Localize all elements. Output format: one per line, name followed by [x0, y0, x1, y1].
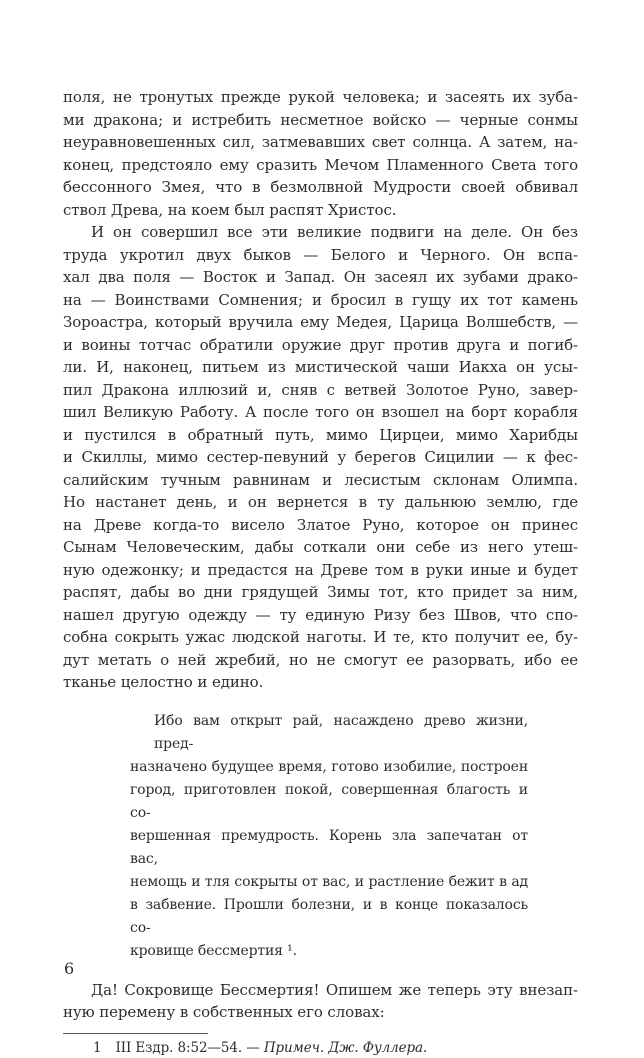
text-column — [63, 86, 578, 1058]
footnote — [63, 1039, 578, 1058]
text-line: на Древе когда-то висело Златое Руно, которое он принес — [63, 515, 578, 534]
text-line: немощь и тля сокрыты от вас, и растление бежит в ад — [130, 873, 528, 890]
text-line: Сынам Человеческим, дабы соткали они себе из него утеш- — [63, 538, 578, 556]
text-line: Да! Сокровище Бессмертия! Опишем же теперь эту внезап- — [91, 980, 578, 999]
text-line: распят, дабы во дни грядущей Зимы тот, кто придет за ним, — [63, 583, 578, 601]
text-line: ную перемену в собственных его словах: — [63, 1003, 385, 1021]
text-line: ную одежонку; и предастся на Древе том в руки иные и будет — [63, 560, 578, 579]
text-line: на — Воинствами Сомнения; и бросил в гущу их тот камень — [63, 290, 578, 309]
text-line: ствол Древа, на коем был распят Христос. — [63, 200, 397, 219]
paragraph-continuation — [63, 86, 578, 221]
text-line: и воины тотчас обратили оружие друг против друга и погиб- — [63, 335, 578, 354]
text-line: И он совершил все эти великие подвиги на деле. Он без — [91, 223, 578, 241]
text-line: собна сокрыть ужас людской наготы. И те, кто получит ее, бу- — [63, 628, 578, 646]
text-line: Зороастра, который вручила ему Медея, Царица Волшебств, — — [63, 313, 578, 331]
text-line: поля, не тронутых прежде рукой человека; и засеять их зуба- — [63, 88, 578, 106]
footnote-reference: III Ездр. 8:52—54. — — [115, 1039, 264, 1056]
text-line: неуравновешенных сил, затмевавших свет солнца. А затем, на- — [63, 133, 578, 151]
text-line: пил Дракона иллюзий и, сняв с ветвей Золотое Руно, завер- — [63, 380, 578, 399]
text-line: труда укротил двух быков — Белого и Черного. Он вспа- — [63, 245, 578, 264]
text-line: салийским тучным равнинам и лесистым склонам Олимпа. — [63, 470, 578, 489]
text-line: ми дракона; и истребить несметное войско — черные сонмы — [63, 110, 578, 129]
text-line: назначено будущее время, готово изобилие, построен — [130, 758, 528, 775]
blockquote-scripture — [130, 710, 528, 963]
text-line: и пустился в обратный путь, мимо Цирцеи, мимо Харибды — [63, 425, 578, 444]
text-line: шил Великую Работу. А после того он взошел на борт корабля — [63, 403, 578, 421]
text-line: ли. И, наконец, питьем из мистической чаши Иакха он усы- — [63, 358, 578, 376]
text-line: хал два поля — Восток и Запад. Он засеял их зубами драко- — [63, 268, 578, 286]
footnote-attribution: Примеч. Дж. Фуллера. — [263, 1039, 428, 1056]
text-line: тканье целостно и едино. — [63, 673, 264, 691]
footnote-marker: 1 — [93, 1039, 102, 1056]
text-line: вершенная премудрость. Корень зла запечатан от вас, — [130, 827, 528, 867]
text-line-with-footnote-ref: кровище бессмертия ¹. — [130, 942, 297, 959]
text-line: бессонного Змея, что в безмолвной Мудрости своей обвивал — [63, 178, 578, 196]
paragraph-treasure — [63, 979, 578, 1024]
page-number: 6 — [64, 959, 75, 978]
paragraph-labors — [63, 221, 578, 694]
text-line: нашел другую одежду — ту единую Ризу без Швов, что спо- — [63, 605, 578, 624]
text-line: конец, предстояло ему сразить Мечом Пламенного Света того — [63, 155, 578, 174]
text-line: в забвение. Прошли болезни, и в конце показалось со- — [130, 896, 528, 936]
text-line: Но настанет день, и он вернется в ту дальнюю землю, где — [63, 493, 578, 511]
text-line: дут метать о ней жребий, но не смогут ее разорвать, ибо ее — [63, 650, 578, 669]
text-line: город, приготовлен покой, совершенная благость и со- — [130, 781, 528, 821]
text-line: и Скиллы, мимо сестер-певуний у берегов Сицилии — к фес- — [63, 448, 578, 466]
text-line: Ибо вам открыт рай, насаждено древо жизни, пред- — [154, 712, 528, 752]
footnote-separator-rule — [63, 1033, 208, 1034]
